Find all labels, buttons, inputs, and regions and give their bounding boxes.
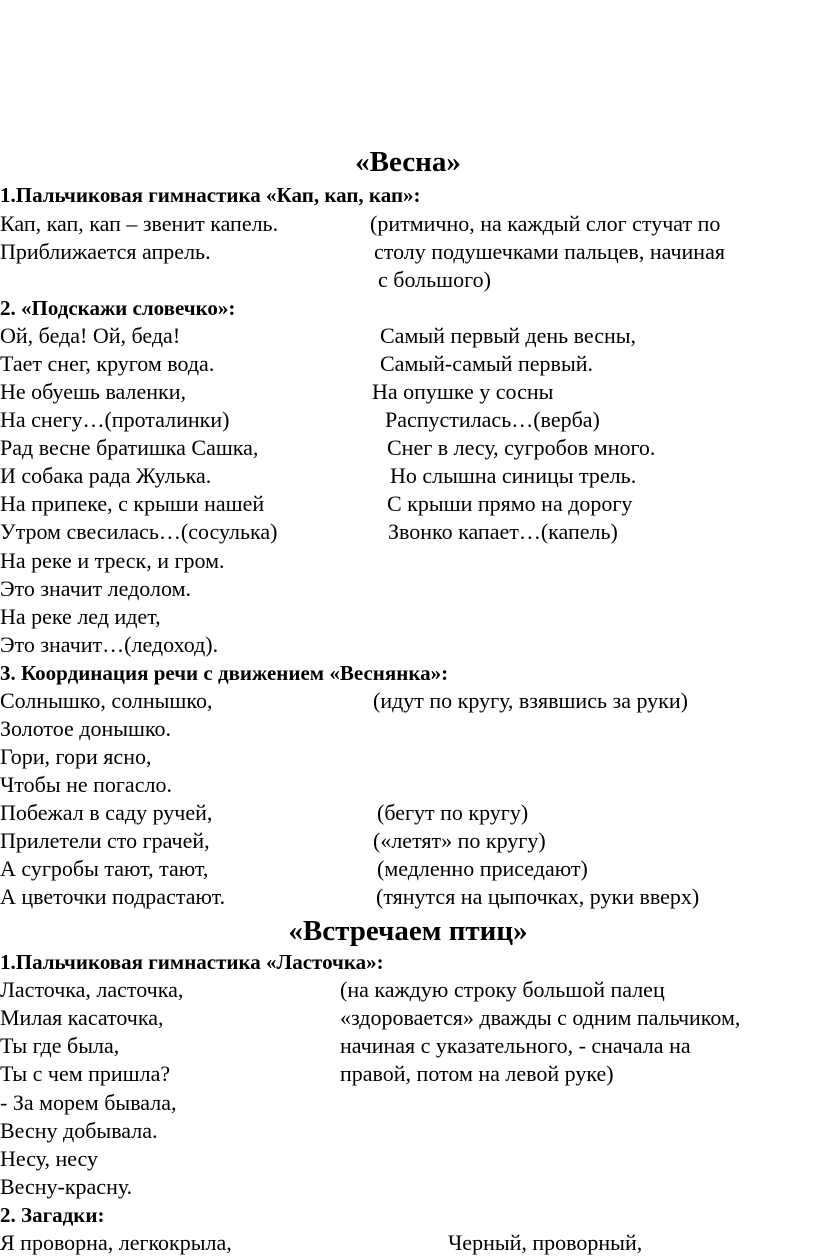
right-column-text: Звонко капает…(капель)	[388, 519, 618, 544]
text-line	[0, 350, 816, 378]
verse-text: Рад весне братишка Сашка,	[0, 435, 259, 460]
verse-text: А цветочки подрастают.	[0, 884, 226, 909]
verse-text: Это значит…(ледоход).	[0, 632, 219, 657]
verse-text: Утром свесилась…(сосулька)	[0, 519, 278, 544]
right-column-text: правой, потом на левой руке)	[340, 1061, 614, 1086]
text-line	[0, 827, 816, 855]
verse-text: Тает снег, кругом вода.	[0, 351, 215, 376]
right-column-text: «здоровается» дважды с одним пальчиком,	[340, 1005, 741, 1030]
text-line	[0, 743, 816, 771]
verse-text: Золотое донышко.	[0, 716, 172, 741]
section-title: «Весна»	[355, 146, 461, 178]
text-line	[0, 1032, 816, 1060]
verse-text: Не обуешь валенки,	[0, 379, 186, 404]
right-column-text: (тянутся на цыпочках, руки вверх)	[376, 884, 700, 909]
section-title: «Встречаем птиц»	[288, 915, 528, 947]
verse-text: Несу, несу	[0, 1146, 99, 1171]
text-line	[0, 1145, 816, 1173]
right-column-text: Снег в лесу, сугробов много.	[387, 435, 656, 460]
right-column-text: Самый-самый первый.	[380, 351, 593, 376]
verse-text: На реке и треск, и гром.	[0, 548, 225, 573]
exercise-heading: 2. Загадки:	[0, 1203, 105, 1227]
verse-text: Милая касаточка,	[0, 1005, 164, 1030]
text-line	[0, 575, 816, 603]
text-line	[0, 238, 816, 266]
exercise-heading: 2. «Подскажи словечко»:	[0, 296, 236, 320]
text-line	[0, 322, 816, 350]
verse-text: Ласточка, ласточка,	[0, 977, 184, 1002]
verse-text: На реке лед идет,	[0, 604, 161, 629]
text-line	[0, 1173, 816, 1201]
verse-text: Солнышко, солнышко,	[0, 688, 213, 713]
text-line	[0, 378, 816, 406]
right-column-text: (на каждую строку большой палец	[340, 977, 665, 1002]
right-column-text: На опушке у сосны	[372, 379, 554, 404]
verse-text: На снегу…(проталинки)	[0, 407, 230, 432]
text-line	[0, 855, 816, 883]
text-line	[0, 490, 816, 518]
right-column-text: столу подушечками пальцев, начиная	[374, 239, 725, 264]
text-line	[0, 1229, 816, 1257]
right-column-text: с большого)	[378, 267, 491, 292]
verse-text: Ой, беда! Ой, беда!	[0, 323, 181, 348]
verse-text: На припеке, с крыши нашей	[0, 491, 265, 516]
right-column-text: (бегут по кругу)	[377, 800, 529, 825]
text-line	[0, 771, 816, 799]
verse-text: Ты с чем пришла?	[0, 1061, 171, 1086]
text-line	[0, 210, 816, 238]
text-line	[0, 631, 816, 659]
verse-text: Приближается апрель.	[0, 239, 211, 264]
text-line	[0, 799, 816, 827]
text-line	[0, 687, 816, 715]
text-line	[0, 883, 816, 911]
exercise-heading: 3. Координация речи с движением «Веснянка»:	[0, 661, 449, 685]
verse-text: Прилетели сто грачей,	[0, 828, 210, 853]
right-column-text: (медленно приседают)	[377, 856, 588, 881]
text-line	[0, 406, 816, 434]
verse-text: - За морем бывала,	[0, 1090, 177, 1115]
text-line	[0, 547, 816, 575]
text-line	[0, 462, 816, 490]
verse-text: Чтобы не погасло.	[0, 772, 172, 797]
text-line	[0, 518, 816, 546]
verse-text: Весну добывала.	[0, 1118, 158, 1143]
text-line	[0, 715, 816, 743]
text-line	[0, 1117, 816, 1145]
text-line	[0, 266, 816, 294]
right-column-text: Но слышна синицы трель.	[390, 463, 637, 488]
exercise-heading: 1.Пальчиковая гимнастика «Ласточка»:	[0, 950, 384, 974]
right-column-text: («летят» по кругу)	[373, 828, 546, 853]
right-column-text: начиная с указательного, - сначала на	[340, 1033, 691, 1058]
text-line	[0, 1060, 816, 1088]
verse-text: Кап, кап, кап – звенит капель.	[0, 211, 279, 236]
exercise-heading: 1.Пальчиковая гимнастика «Кап, кап, кап»:	[0, 183, 421, 207]
verse-text: Ты где была,	[0, 1033, 120, 1058]
right-column-text: Распустилась…(верба)	[385, 407, 600, 432]
right-column-text: (ритмично, на каждый слог стучат по	[370, 211, 721, 236]
text-line	[0, 1004, 816, 1032]
verse-text: Я проворна, легкокрыла,	[0, 1230, 232, 1255]
text-line	[0, 434, 816, 462]
right-column-text: (идут по кругу, взявшись за руки)	[373, 688, 688, 713]
verse-text: А сугробы тают, тают,	[0, 856, 209, 881]
verse-text: Побежал в саду ручей,	[0, 800, 213, 825]
verse-text: Весну-красну.	[0, 1174, 133, 1199]
verse-text: Это значит ледолом.	[0, 576, 191, 601]
text-line	[0, 1089, 816, 1117]
right-column-text: С крыши прямо на дорогу	[387, 491, 633, 516]
right-column-text: Черный, проворный,	[448, 1230, 643, 1255]
text-line	[0, 976, 816, 1004]
text-line	[0, 603, 816, 631]
verse-text: И собака рада Жулька.	[0, 463, 212, 488]
right-column-text: Самый первый день весны,	[380, 323, 637, 348]
verse-text: Гори, гори ясно,	[0, 744, 152, 769]
